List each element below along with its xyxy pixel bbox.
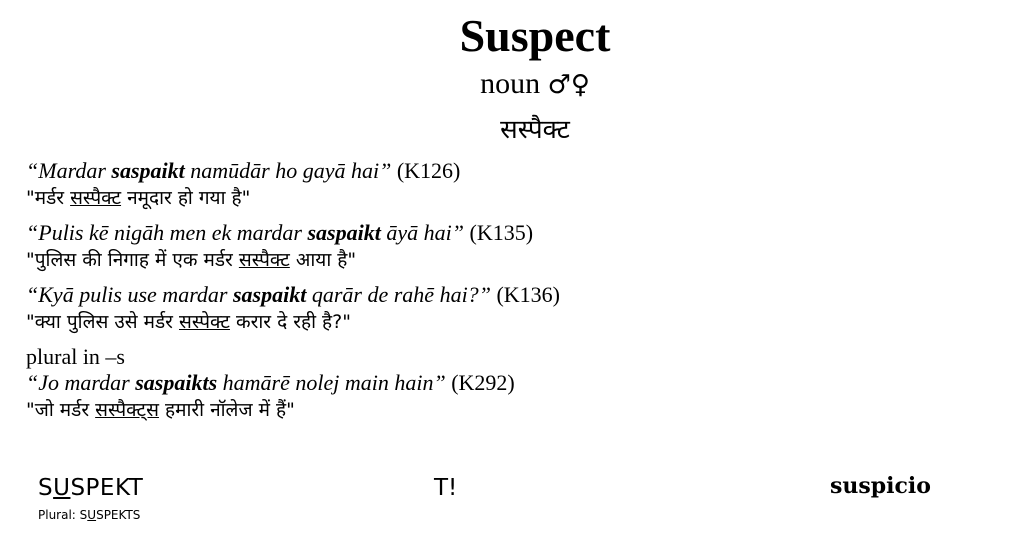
example-1-reference: (K126) (391, 158, 461, 183)
plural-stressed-vowel: U (87, 508, 97, 522)
footer-marker: T! (434, 475, 458, 501)
phonetic-plural: Plural: SUSPEKTS (38, 508, 141, 522)
example-2-keyword: saspaikt (307, 220, 381, 245)
etymon: suspicio (830, 473, 931, 499)
example-2-devanagari-keyword: सस्पैक्ट (238, 249, 290, 271)
plural-example-devanagari: "जो मर्डर सस्पैक्ट्स हमारी नॉलेज में हैं" (26, 399, 295, 421)
example-3-reference: (K136) (490, 282, 560, 307)
plural-example-reference: (K292) (445, 370, 515, 395)
gender-symbols-icon: ♂♀ (547, 70, 590, 100)
examples-block (26, 158, 1006, 432)
plural-example-transliteration: “Jo mardar saspaikts hamārē nolej main hain” (K292) (26, 370, 515, 395)
plural-example-devanagari-keyword: सस्पैक्ट्स (95, 399, 159, 421)
plural-example (26, 370, 1006, 424)
example-3-devanagari: "क्या पुलिस उसे मर्डर सस्पेक्ट करार दे रही है?" (26, 311, 351, 333)
example-1-devanagari-keyword: सस्पैक्ट (70, 187, 122, 209)
example-1 (26, 158, 1006, 212)
stressed-vowel: U (53, 475, 71, 501)
part-of-speech: noun (480, 67, 541, 100)
example-2-reference: (K135) (464, 220, 534, 245)
headword: Suspect (459, 10, 611, 61)
example-2-devanagari: "पुलिस की निगाह में एक मर्डर सस्पैक्ट आया है" (26, 249, 357, 271)
example-3-devanagari-keyword: सस्पेक्ट (179, 311, 230, 333)
example-2-transliteration: “Pulis kē nigāh men ek mardar saspaikt āyā hai” (K135) (26, 220, 534, 245)
example-1-transliteration: “Mardar saspaikt namūdār ho gayā hai” (K126) (26, 158, 461, 183)
example-3-keyword: saspaikt (233, 282, 307, 307)
example-2 (26, 220, 1006, 274)
example-3 (26, 282, 1006, 336)
example-1-devanagari: "मर्डर सस्पैक्ट नमूदार हो गया है" (26, 187, 251, 209)
example-1-keyword: saspaikt (111, 158, 185, 183)
plural-example-keyword: saspaikts (135, 370, 218, 395)
phonetic-spelling: SUSPEKT (38, 475, 144, 501)
headword-devanagari: सस्पैक्ट (500, 115, 570, 145)
plural-note: plural in –s (26, 344, 125, 369)
example-3-transliteration: “Kyā pulis use mardar saspaikt qarār de rahē hai?” (K136) (26, 282, 560, 307)
part-of-speech-line (0, 66, 1024, 103)
